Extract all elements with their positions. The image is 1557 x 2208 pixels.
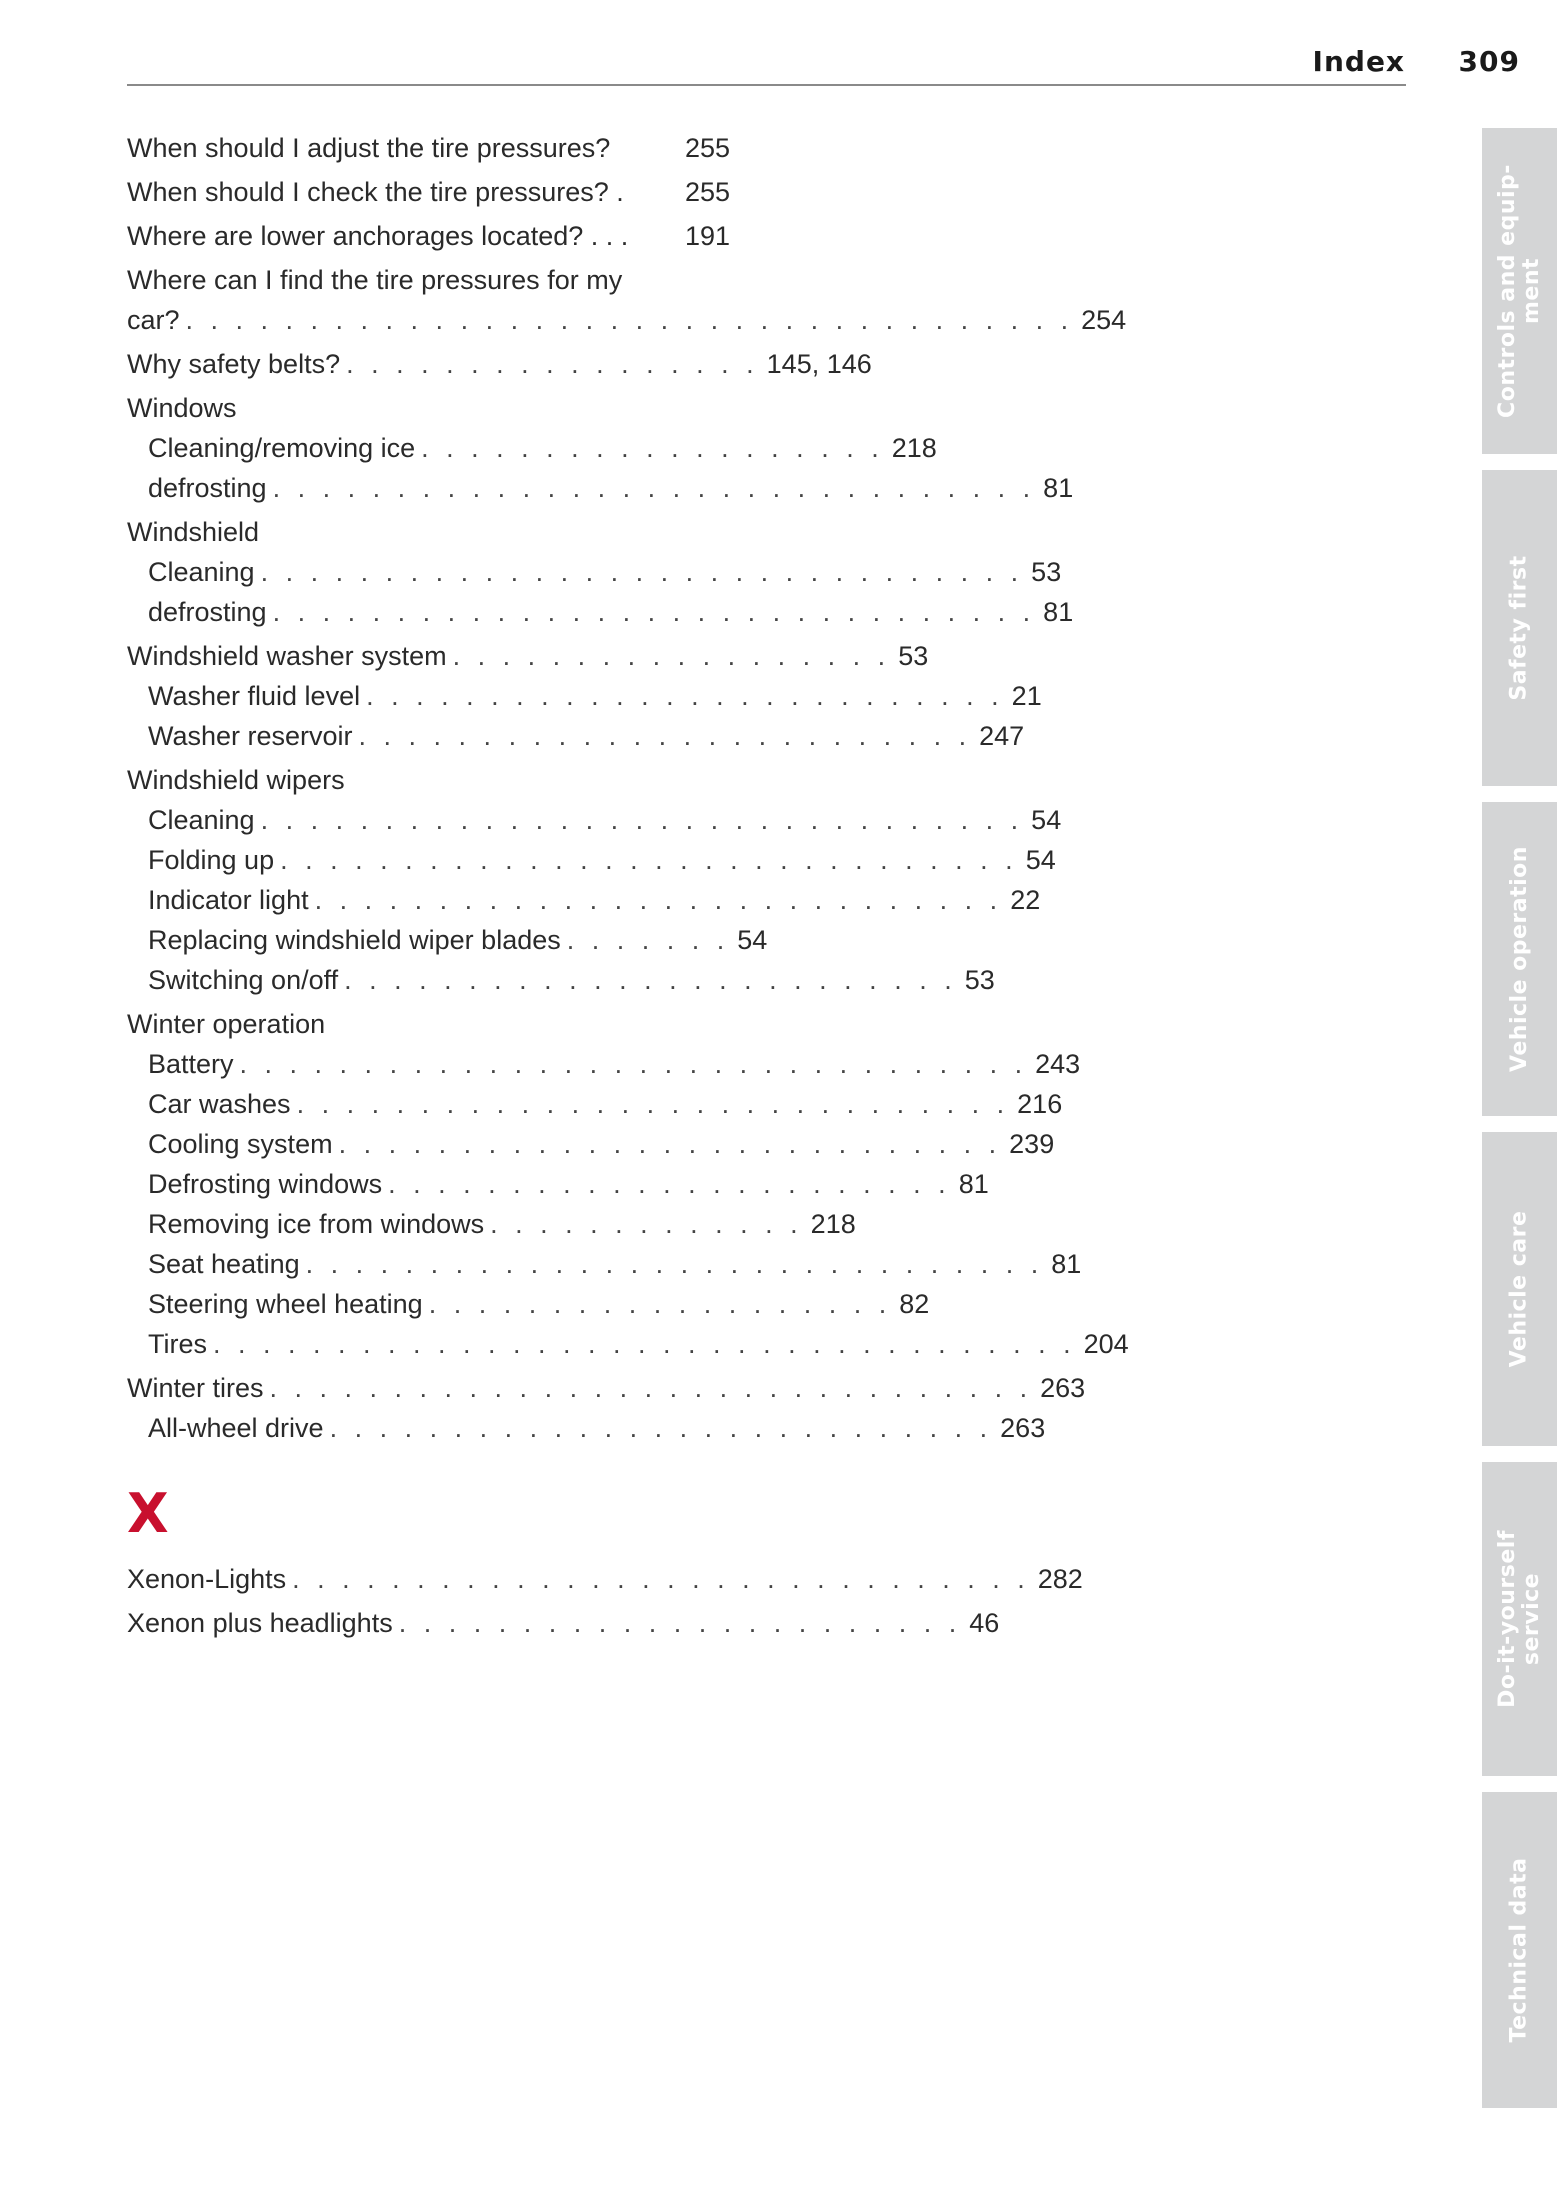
index-entry [127,172,730,212]
side-tab-safety[interactable] [1482,470,1557,786]
side-tab-vehicle-care[interactable] [1482,1132,1557,1446]
side-tab-label: Controls and equip- ment [1494,164,1544,418]
section-title: Index [1312,45,1405,78]
index-pages: 81 [1051,1249,1082,1279]
dot-leader: . . . . . . . . . . . . . . . . . . . . . . . . . . . . [314,885,1003,915]
index-pages: 46 [969,1608,1000,1638]
index-term: Windows [127,393,237,423]
side-tab-label: Do-it-yourself service [1494,1530,1544,1708]
index-subentry [127,960,995,1000]
index-pages: 255 [684,133,730,163]
dot-leader: . . . . . . . . . . . . . [490,1209,803,1239]
index-term: car? [127,305,180,335]
index-subentry [127,1084,1063,1124]
index-subentry [127,1204,856,1244]
index-entry [127,128,730,168]
index-term: Why safety belts? [127,349,341,379]
dot-leader: . . . . . . . . . . . . . . . . . . . . . . . . . . . [329,1413,993,1443]
index-term: Winter operation [127,1009,326,1039]
index-term: Xenon plus headlights [127,1608,393,1638]
index-entry [127,260,730,300]
dot-leader: . . . . . . . . . . . . . . . . . . . [421,433,884,463]
index-subentry [127,1244,1082,1284]
index-term: Car washes [148,1089,291,1119]
letter-heading-x: X [127,1482,169,1545]
index-pages: 82 [899,1289,930,1319]
index-term: Cleaning [148,557,255,587]
index-subentry [127,1284,930,1324]
index-subentry [127,592,1074,632]
index-term: Battery [148,1049,234,1079]
index-term: Removing ice from windows [148,1209,485,1239]
index-subentry [127,1124,1055,1164]
index-term: Washer fluid level [148,681,361,711]
index-term: When should I adjust the tire pressures? [127,133,611,163]
dot-leader: . . . . . . . . . . . . . . . . . . . . . . . . . . . . . . . [260,805,1024,835]
index-subentry [127,840,1056,880]
dot-leader: . . . . . . . . . . . . . . . . . . . . . . . . . . . . . . . [269,1373,1033,1403]
dot-leader: . . . . . . . . . . . . . . . . . . . . . . . . . . . . . . [280,845,1018,875]
index-pages: 282 [1037,1564,1083,1594]
index-pages: 218 [810,1209,856,1239]
dot-leader: . . . . . . . . . . . . . . . . . . . . . . . [398,1608,962,1638]
index-entry [127,344,872,384]
dot-leader: . . . . . . . . . . . . . . . . . . . [428,1289,892,1319]
side-tab-vehicle-operation[interactable] [1482,802,1557,1116]
index-pages: 243 [1035,1049,1081,1079]
index-pages: 54 [1025,845,1056,875]
index-term: Tires [148,1329,207,1359]
index-subentry [127,676,1042,716]
index-entry [127,1559,1083,1599]
dot-leader: . . . . . . . . . . . . . . . . . . . . . . . . . . . [338,1129,1002,1159]
index-term: Where can I find the tire pressures for my [127,265,623,295]
index-subentry [127,1408,1046,1448]
index-subentry [127,1324,1129,1364]
index-term: Steering wheel heating [148,1289,423,1319]
index-pages: 247 [979,721,1025,751]
index-pages: 218 [891,433,937,463]
index-term: Switching on/off [148,965,339,995]
index-entry [127,388,730,428]
index-pages: 54 [1031,805,1062,835]
side-tab-technical-data[interactable] [1482,1792,1557,2108]
side-tab-do-it-yourself[interactable] [1482,1462,1557,1776]
index-subentry [127,1044,1081,1084]
index-pages: 216 [1017,1089,1063,1119]
dot-leader: . . . . . . . . . . . . . . . . . . . . . . . . . [344,965,957,995]
index-subentry [127,468,1074,508]
index-pages: 81 [958,1169,989,1199]
index-subentry [127,880,1041,920]
dot-leader: . . . . . . . . . . . . . . . . . . . . . . . . . . . . . . . [260,557,1024,587]
index-term: Cleaning/removing ice [148,433,416,463]
dot-leader: . . . . . . . [566,925,730,955]
index-pages: 254 [1081,305,1127,335]
index-pages: 81 [1043,597,1074,627]
index-term: When should I check the tire pressures? . [127,177,624,207]
index-pages: 54 [737,925,768,955]
index-term: Defrosting windows [148,1169,383,1199]
index-term: Folding up [148,845,275,875]
index-pages: 53 [1031,557,1062,587]
dot-leader: . . . . . . . . . . . . . . . . . [346,349,759,379]
index-entry [127,1004,730,1044]
index-pages: 21 [1011,681,1042,711]
header-divider [127,84,1406,86]
index-term: Washer reservoir [148,721,353,751]
side-tab-label: Technical data [1506,1857,1532,2043]
index-term: Seat heating [148,1249,300,1279]
dot-leader: . . . . . . . . . . . . . . . . . . . . . . . . . . . . . . . . . . . [213,1329,1076,1359]
index-pages: 145, 146 [766,349,872,379]
index-term: Xenon-Lights [127,1564,287,1594]
index-pages: 22 [1010,885,1041,915]
dot-leader: . . . . . . . . . . . . . . . . . . . . . . . . . . . . . . [305,1249,1044,1279]
dot-leader: . . . . . . . . . . . . . . . . . . [452,641,891,671]
index-subentry [127,800,1062,840]
index-subentry [127,920,768,960]
index-entry [127,760,730,800]
index-term: Replacing windshield wiper blades [148,925,561,955]
index-pages: 239 [1009,1129,1055,1159]
index-column [127,124,1129,1448]
dot-leader: . . . . . . . . . . . . . . . . . . . . . . . . . . . . . . . [272,597,1036,627]
index-entry [127,1603,1000,1643]
index-entry [127,512,730,552]
dot-leader: . . . . . . . . . . . . . . . . . . . . . . . [388,1169,951,1199]
index-term: All-wheel drive [148,1413,324,1443]
dot-leader: . . . . . . . . . . . . . . . . . . . . . . . . . . . . . . [292,1564,1030,1594]
index-term: Windshield washer system [127,641,447,671]
index-pages: 263 [1040,1373,1086,1403]
index-term: Windshield wipers [127,765,345,795]
dot-leader: . . . . . . . . . . . . . . . . . . . . . . . . . . . . . . . [272,473,1036,503]
dot-leader: . . . . . . . . . . . . . . . . . . . . . . . . . . [366,681,1004,711]
index-pages: 255 [684,177,730,207]
index-pages: 191 [684,221,730,251]
dot-leader: . . . . . . . . . . . . . . . . . . . . . . . . . [358,721,972,751]
index-group-x [127,1555,1083,1643]
index-subentry [127,716,1025,756]
index-subentry [127,1164,989,1204]
side-tab-label: Vehicle operation [1506,846,1532,1072]
index-pages: 81 [1043,473,1074,503]
index-term: Windshield [127,517,260,547]
dot-leader: . . . . . . . . . . . . . . . . . . . . . . . . . . . . . [296,1089,1010,1119]
index-entry [127,216,730,256]
dot-leader: . . . . . . . . . . . . . . . . . . . . . . . . . . . . . . . . . . . . [185,305,1074,335]
side-tab-label: Safety first [1506,555,1532,701]
index-pages: 263 [1000,1413,1046,1443]
index-term: Cleaning [148,805,255,835]
index-entry [127,1368,1086,1408]
index-pages: 204 [1083,1329,1129,1359]
index-term: Indicator light [148,885,309,915]
page-number: 309 [1458,45,1520,78]
index-subentry [127,428,937,468]
index-term: Winter tires [127,1373,264,1403]
index-term: Cooling system [148,1129,333,1159]
index-term: defrosting [148,597,267,627]
side-tab-label: Vehicle care [1506,1210,1532,1368]
index-entry [127,636,929,676]
index-term: defrosting [148,473,267,503]
side-tab-controls[interactable] [1482,128,1557,454]
index-entry-continuation [127,300,1127,340]
index-term: Where are lower anchorages located? . . . [127,221,629,251]
index-pages: 53 [964,965,995,995]
index-subentry [127,552,1062,592]
dot-leader: . . . . . . . . . . . . . . . . . . . . . . . . . . . . . . . . [239,1049,1028,1079]
index-pages: 53 [898,641,929,671]
